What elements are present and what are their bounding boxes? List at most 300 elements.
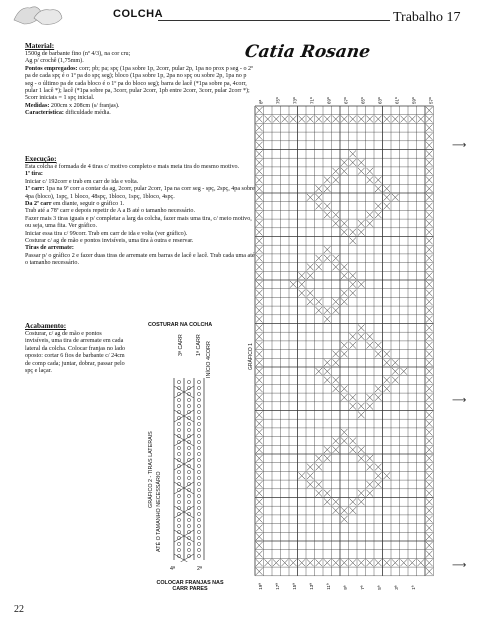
chart-filled-cell [256,472,263,479]
chart-filled-cell [350,151,357,158]
chart-filled-cell [426,177,433,184]
chart-filled-cell [324,307,331,314]
chart-filled-cell [307,559,314,566]
chart-filled-cell [256,316,263,323]
chart-filled-cell [350,499,357,506]
chart-filled-cell [333,438,340,445]
chart-filled-cell [426,272,433,279]
chain-stitch [197,470,200,473]
chart-filled-cell [333,377,340,384]
chain-stitch [177,398,180,401]
arrow-right-icon: ⟶ [452,140,467,151]
chain-stitch [197,518,200,521]
chart-filled-cell [358,325,365,332]
chart-filled-cell [299,116,306,123]
chart-filled-cell [256,246,263,253]
carr2-text: em diante, seguir o gráfico 1. [53,201,125,208]
chart-filled-cell [299,290,306,297]
chart-filled-cell [375,351,382,358]
chart-filled-cell [307,194,314,201]
chart-filled-cell [307,464,314,471]
chart-filled-cell [350,290,357,297]
chart-filled-cell [375,559,382,566]
chart-filled-cell [358,499,365,506]
tiras-text: Passar p/ o gráfico 2 e fazer duas tiras de arremate em barras de lacê e lacê. Trab cada uma até o tamanho necessário. [25,252,255,267]
row-number-top: 59ª [411,97,417,104]
chart-filled-cell [256,559,263,566]
chart-filled-cell [333,116,340,123]
chart-filled-cell [341,559,348,566]
chart-filled-cell [282,116,289,123]
chart-filled-cell [341,290,348,297]
chain-stitch [177,476,180,479]
row-number-top: 8ª [258,99,264,104]
chart-filled-cell [256,525,263,532]
chart-filled-cell [333,298,340,305]
costurar-text: Costurar c/ ag de mão e pontos invisíveis, uma tira à outra e reservar. [25,238,194,245]
material-section [25,42,255,118]
chart-filled-cell [426,420,433,427]
tira-text: Iniciar c/ 192corr e trab em carr de ida e volta. [25,178,139,185]
chart-filled-cell [316,307,323,314]
chain-stitch [197,458,200,461]
chart-filled-cell [341,159,348,166]
chart-filled-cell [367,464,374,471]
chart-filled-cell [426,568,433,575]
chart-filled-cell [341,168,348,175]
chart-filled-cell [426,551,433,558]
chart-filled-cell [256,455,263,462]
chart-filled-cell [316,194,323,201]
chart-filled-cell [367,403,374,410]
chart-filled-cell [426,203,433,210]
medidas-label: Medidas: [25,102,50,109]
chart-filled-cell [384,385,391,392]
chain-stitch [187,494,190,497]
chart-filled-cell [392,559,399,566]
chart-filled-cell [256,438,263,445]
chain-stitch [187,476,190,479]
chain-stitch [187,548,190,551]
chart-filled-cell [324,359,331,366]
chart-filled-cell [256,220,263,227]
pontos-text: corr; pb; pa; spç (1pa sobre 1p, 2corr, pular 2p, 1pa no prox p seg - o 2º pa de cada spç é o 1º pa do spç seg); bloco (1pa sobre 1p, 2pa no spç ou sobre 2p, 1pa no p seg - o último pa de cada bloco é o 1º pa do bloco seg); barra de lacê (*1pa sobre pa, 4corr, pular 1 lacê *); lacê (*1pa sobre pa, 3corr, pular 2corr, 1pb entre 2corr, 3corr, pular 2corr *); 5corr iniciais = 1 spç inicial. [25,65,253,102]
chart-filled-cell [350,159,357,166]
chart-filled-cell [256,177,263,184]
chain-stitch [177,422,180,425]
chart-filled-cell [426,499,433,506]
chart-filled-cell [316,490,323,497]
chart-filled-cell [256,342,263,349]
chart-filled-cell [324,377,331,384]
chart-filled-cell [426,394,433,401]
acabamento-heading: Acabamento: [25,322,67,330]
chart-filled-cell [256,412,263,419]
chart-filled-cell [401,116,408,123]
chart-filled-cell [324,211,331,218]
chart-filled-cell [316,185,323,192]
chart-filled-cell [324,490,331,497]
chart-filled-cell [426,525,433,532]
fazer-text: Fazer mais 3 tiras iguais e p/ completar a larg da colcha, fazer mais uma tira, c/ meio motivo, ou seja, uma fita. Ver gráfico. [25,215,252,230]
chain-stitch [187,422,190,425]
chart-filled-cell [350,394,357,401]
chart-filled-cell [324,499,331,506]
chain-stitch [197,512,200,515]
chart-filled-cell [256,446,263,453]
chart-filled-cell [350,281,357,288]
chart-filled-cell [367,342,374,349]
chart-filled-cell [350,438,357,445]
pontos-label: Pontos empregados: [25,65,78,72]
chart-filled-cell [426,133,433,140]
chart-filled-cell [426,229,433,236]
chart-filled-cell [384,116,391,123]
grafico2-carr2: 2ª [197,566,202,572]
chain-stitch [197,524,200,527]
chart-filled-cell [299,472,306,479]
chart-filled-cell [384,194,391,201]
chart-filled-cell [324,116,331,123]
chart-filled-cell [426,116,433,123]
chart-filled-cell [316,481,323,488]
chart-filled-cell [273,559,280,566]
chart-filled-cell [426,307,433,314]
grafico2-carr1: 1ª CARR [196,334,202,356]
chain-stitch [177,500,180,503]
row-number-bottom: 9ª [343,585,349,590]
pontos-paragraph [25,66,255,103]
chart-filled-cell [350,446,357,453]
chart-filled-cell [290,559,297,566]
chart-filled-cell [367,490,374,497]
chart-filled-cell [426,455,433,462]
chart-filled-cell [426,533,433,540]
row-number-bottom: 13ª [309,583,315,590]
chart-filled-cell [256,264,263,271]
chart-filled-cell [350,342,357,349]
chart-filled-cell [316,455,323,462]
acabamento-text: Costurar, c/ ag de mão e pontos invisíveis, uma tira de arremate em cada lateral da colcha. Colocar franjas no lado oposto: cortar 6 fios de barbante c/ 24cm de comp cada; juntar, dobrar, passar pelo spç e laçar. [25,331,125,375]
chart-filled-cell [341,116,348,123]
row-number-top: 69ª [326,97,332,104]
chain-stitch [197,434,200,437]
chart-filled-cell [333,359,340,366]
chain-stitch [177,548,180,551]
chart-filled-cell [256,394,263,401]
chart-filled-cell [307,264,314,271]
chart-filled-cell [384,377,391,384]
chart-filled-cell [256,116,263,123]
chart-filled-cell [375,203,382,210]
chart-filled-cell [341,516,348,523]
chart-filled-cell [367,481,374,488]
chart-filled-cell [256,298,263,305]
chart-filled-cell [341,220,348,227]
chart-filled-cell [426,472,433,479]
chart-filled-cell [426,238,433,245]
chart-filled-cell [299,281,306,288]
chart-filled-cell [358,412,365,419]
row-number-top: 67ª [343,97,349,104]
grafico2-chart [166,376,214,562]
chart-filled-cell [426,429,433,436]
chart-filled-cell [426,559,433,566]
chart-filled-cell [256,194,263,201]
chart-filled-cell [426,403,433,410]
chart-filled-cell [290,116,297,123]
row-number-bottom: 3ª [394,585,400,590]
chain-stitch [197,494,200,497]
chart-filled-cell [367,333,374,340]
chart-filled-cell [375,385,382,392]
chart-filled-cell [350,238,357,245]
grafico2-side-label-2: ATÉ O TAMANHO NECESSÁRIO [156,471,162,552]
chart-filled-cell [426,298,433,305]
chart-filled-cell [426,333,433,340]
chart-filled-cell [256,499,263,506]
chart-filled-cell [256,542,263,549]
chart-filled-cell [384,359,391,366]
row-number-top: 63ª [377,97,383,104]
row-number-bottom: 5ª [377,585,383,590]
chart-filled-cell [256,359,263,366]
chart-filled-cell [358,455,365,462]
chart-filled-cell [358,446,365,453]
row-number-top: 73ª [292,97,298,104]
chart-filled-cell [256,507,263,514]
chart-filled-cell [426,185,433,192]
chart-filled-cell [384,351,391,358]
chart-filled-cell [426,446,433,453]
row-number-top: 75ª [275,97,281,104]
chart-filled-cell [256,481,263,488]
carr1-label: 1ª carr: [25,186,45,193]
chain-stitch [177,542,180,545]
chart-filled-cell [426,255,433,262]
chart-filled-cell [316,559,323,566]
chain-stitch [177,446,180,449]
tiras-label: Tiras de arremate: [25,245,74,252]
row-number-top: 65ª [360,97,366,104]
chart-filled-cell [256,203,263,210]
chart-filled-cell [256,403,263,410]
chain-stitch [197,404,200,407]
chart-filled-cell [307,472,314,479]
chart-filled-cell [384,185,391,192]
chart-filled-cell [333,255,340,262]
chart-filled-cell [358,168,365,175]
medidas-text: 200cm x 208cm (s/ franjas). [50,102,120,109]
chart-filled-cell [426,159,433,166]
chart-filled-cell [299,272,306,279]
chart-filled-cell [256,133,263,140]
material-line: 1500g de barbante fino (nº 4/3), na cor cru; [25,51,131,57]
chart-filled-cell [367,168,374,175]
chart-filled-cell [307,290,314,297]
chart-filled-cell [256,351,263,358]
chart-filled-cell [256,290,263,297]
chain-stitch [177,470,180,473]
chart-filled-cell [426,246,433,253]
chain-stitch [197,440,200,443]
chart-filled-cell [375,116,382,123]
chain-stitch [197,386,200,389]
chart-filled-cell [333,264,340,271]
chart-filled-cell [256,229,263,236]
chain-stitch [187,470,190,473]
chart-filled-cell [256,377,263,384]
chart-filled-cell [333,559,340,566]
chart-filled-cell [333,220,340,227]
chart-filled-cell [256,107,263,114]
chart-filled-cell [324,316,331,323]
chart-filled-cell [367,394,374,401]
chart-filled-cell [375,472,382,479]
carr1-text: 1pa na 9ª corr a contar da ag, 2corr, pular 2corr, 1pa na corr seg - spç, 2spç, 4pa sobre 4pa (bloco), 1spç, 1 bloco, 48spç, 1bloco, 1spç, 1bloco, 4spç. [25,186,255,200]
chart-filled-cell [358,281,365,288]
chart-filled-cell [375,211,382,218]
chart-filled-cell [426,377,433,384]
chain-stitch [177,518,180,521]
chart-filled-cell [256,185,263,192]
chart-filled-cell [307,298,314,305]
row-number-bottom: 1ª [411,585,417,590]
chart-filled-cell [426,151,433,158]
grafico1-label: GRÁFICO 1 [248,343,254,370]
row-number-top: 71ª [309,97,315,104]
chart-filled-cell [358,559,365,566]
chart-filled-cell [341,229,348,236]
chart-filled-cell [333,507,340,514]
chart-filled-cell [350,559,357,566]
iniciar-text: Iniciar essa tira c/ 99corr. Trab em carr de ida e volta (ver gráfico). [25,230,188,237]
page-number: 22 [14,604,24,615]
arrow-right-icon: ⟶ [452,560,467,571]
chart-filled-cell [358,229,365,236]
chain-stitch [197,410,200,413]
chart-filled-cell [333,385,340,392]
chain-stitch [197,392,200,395]
row-number-bottom: 19ª [258,583,264,590]
chart-filled-cell [333,351,340,358]
execucao-intro: Esta colcha é formada de 4 tiras c/ motivo completo e mais meia tira do mesmo motivo. [25,164,240,170]
chain-stitch [197,416,200,419]
chart-filled-cell [426,316,433,323]
chart-filled-cell [384,472,391,479]
chain-stitch [197,536,200,539]
chart-filled-cell [273,116,280,123]
row-number-top: 57ª [428,97,434,104]
chart-filled-cell [375,185,382,192]
chart-filled-cell [426,368,433,375]
chart-filled-cell [316,203,323,210]
chart-filled-cell [358,220,365,227]
row-number-bottom: 11ª [326,583,332,590]
chart-filled-cell [341,342,348,349]
chart-filled-cell [324,559,331,566]
carr2-label: Da 2ª carr [25,201,52,208]
grafico2-top-label: COSTURAR NA COLCHA [148,322,213,328]
chain-stitch [187,446,190,449]
chart-filled-cell [350,403,357,410]
chart-filled-cell [341,264,348,271]
chart-filled-cell [307,272,314,279]
chart-filled-cell [367,220,374,227]
chart-filled-cell [341,394,348,401]
chart-filled-cell [256,516,263,523]
chart-filled-cell [256,211,263,218]
chart-filled-cell [341,429,348,436]
row-number-top: 61ª [394,97,400,104]
chain-stitch [197,422,200,425]
caracteristica-label: Característica: [25,110,64,117]
chart-filled-cell [341,272,348,279]
chart-filled-cell [256,533,263,540]
chain-stitch [177,452,180,455]
chart-filled-cell [426,264,433,271]
chart-filled-cell [333,499,340,506]
material-heading: Material: [25,42,55,50]
chart-filled-cell [358,159,365,166]
chart-filled-cell [426,385,433,392]
signature-logo: Catia Rosane [243,42,372,62]
chart-filled-cell [426,281,433,288]
chain-stitch [197,446,200,449]
chart-filled-cell [392,368,399,375]
chain-stitch [197,476,200,479]
chain-stitch [187,452,190,455]
chart-filled-cell [256,333,263,340]
chart-filled-cell [426,481,433,488]
chart-filled-cell [256,429,263,436]
chart-filled-cell [426,342,433,349]
chart-filled-cell [307,116,314,123]
chart-filled-cell [426,107,433,114]
grafico2-bottom-label: COLOCAR FRANJAS NAS CARR PARES [156,580,224,592]
acabamento-section [25,322,125,375]
chart-filled-cell [307,481,314,488]
chart-filled-cell [256,420,263,427]
chart-filled-cell [350,507,357,514]
chain-stitch [187,428,190,431]
chart-filled-cell [367,177,374,184]
chain-stitch [197,380,200,383]
chart-filled-cell [316,368,323,375]
chart-filled-cell [256,464,263,471]
material-line: Ag p/ crochê (1,75mm). [25,58,84,65]
execucao-section [25,155,255,268]
chart-filled-cell [333,307,340,314]
chart-filled-cell [256,568,263,575]
chart-filled-cell [384,203,391,210]
chart-filled-cell [409,559,416,566]
chart-filled-cell [426,290,433,297]
trab78-text: Trab até a 78ª carr e depois repetir de A a B até o tamanho necessário. [25,208,195,215]
chart-filled-cell [426,490,433,497]
chart-filled-cell [341,385,348,392]
tira-label: 1ª tira: [25,171,43,178]
chart-filled-cell [426,220,433,227]
chart-filled-cell [341,438,348,445]
chart-filled-cell [358,490,365,497]
chain-stitch [177,380,180,383]
chart-filled-cell [324,446,331,453]
chart-filled-cell [341,507,348,514]
chain-stitch [197,464,200,467]
chart-filled-cell [333,446,340,453]
chain-stitch [187,404,190,407]
